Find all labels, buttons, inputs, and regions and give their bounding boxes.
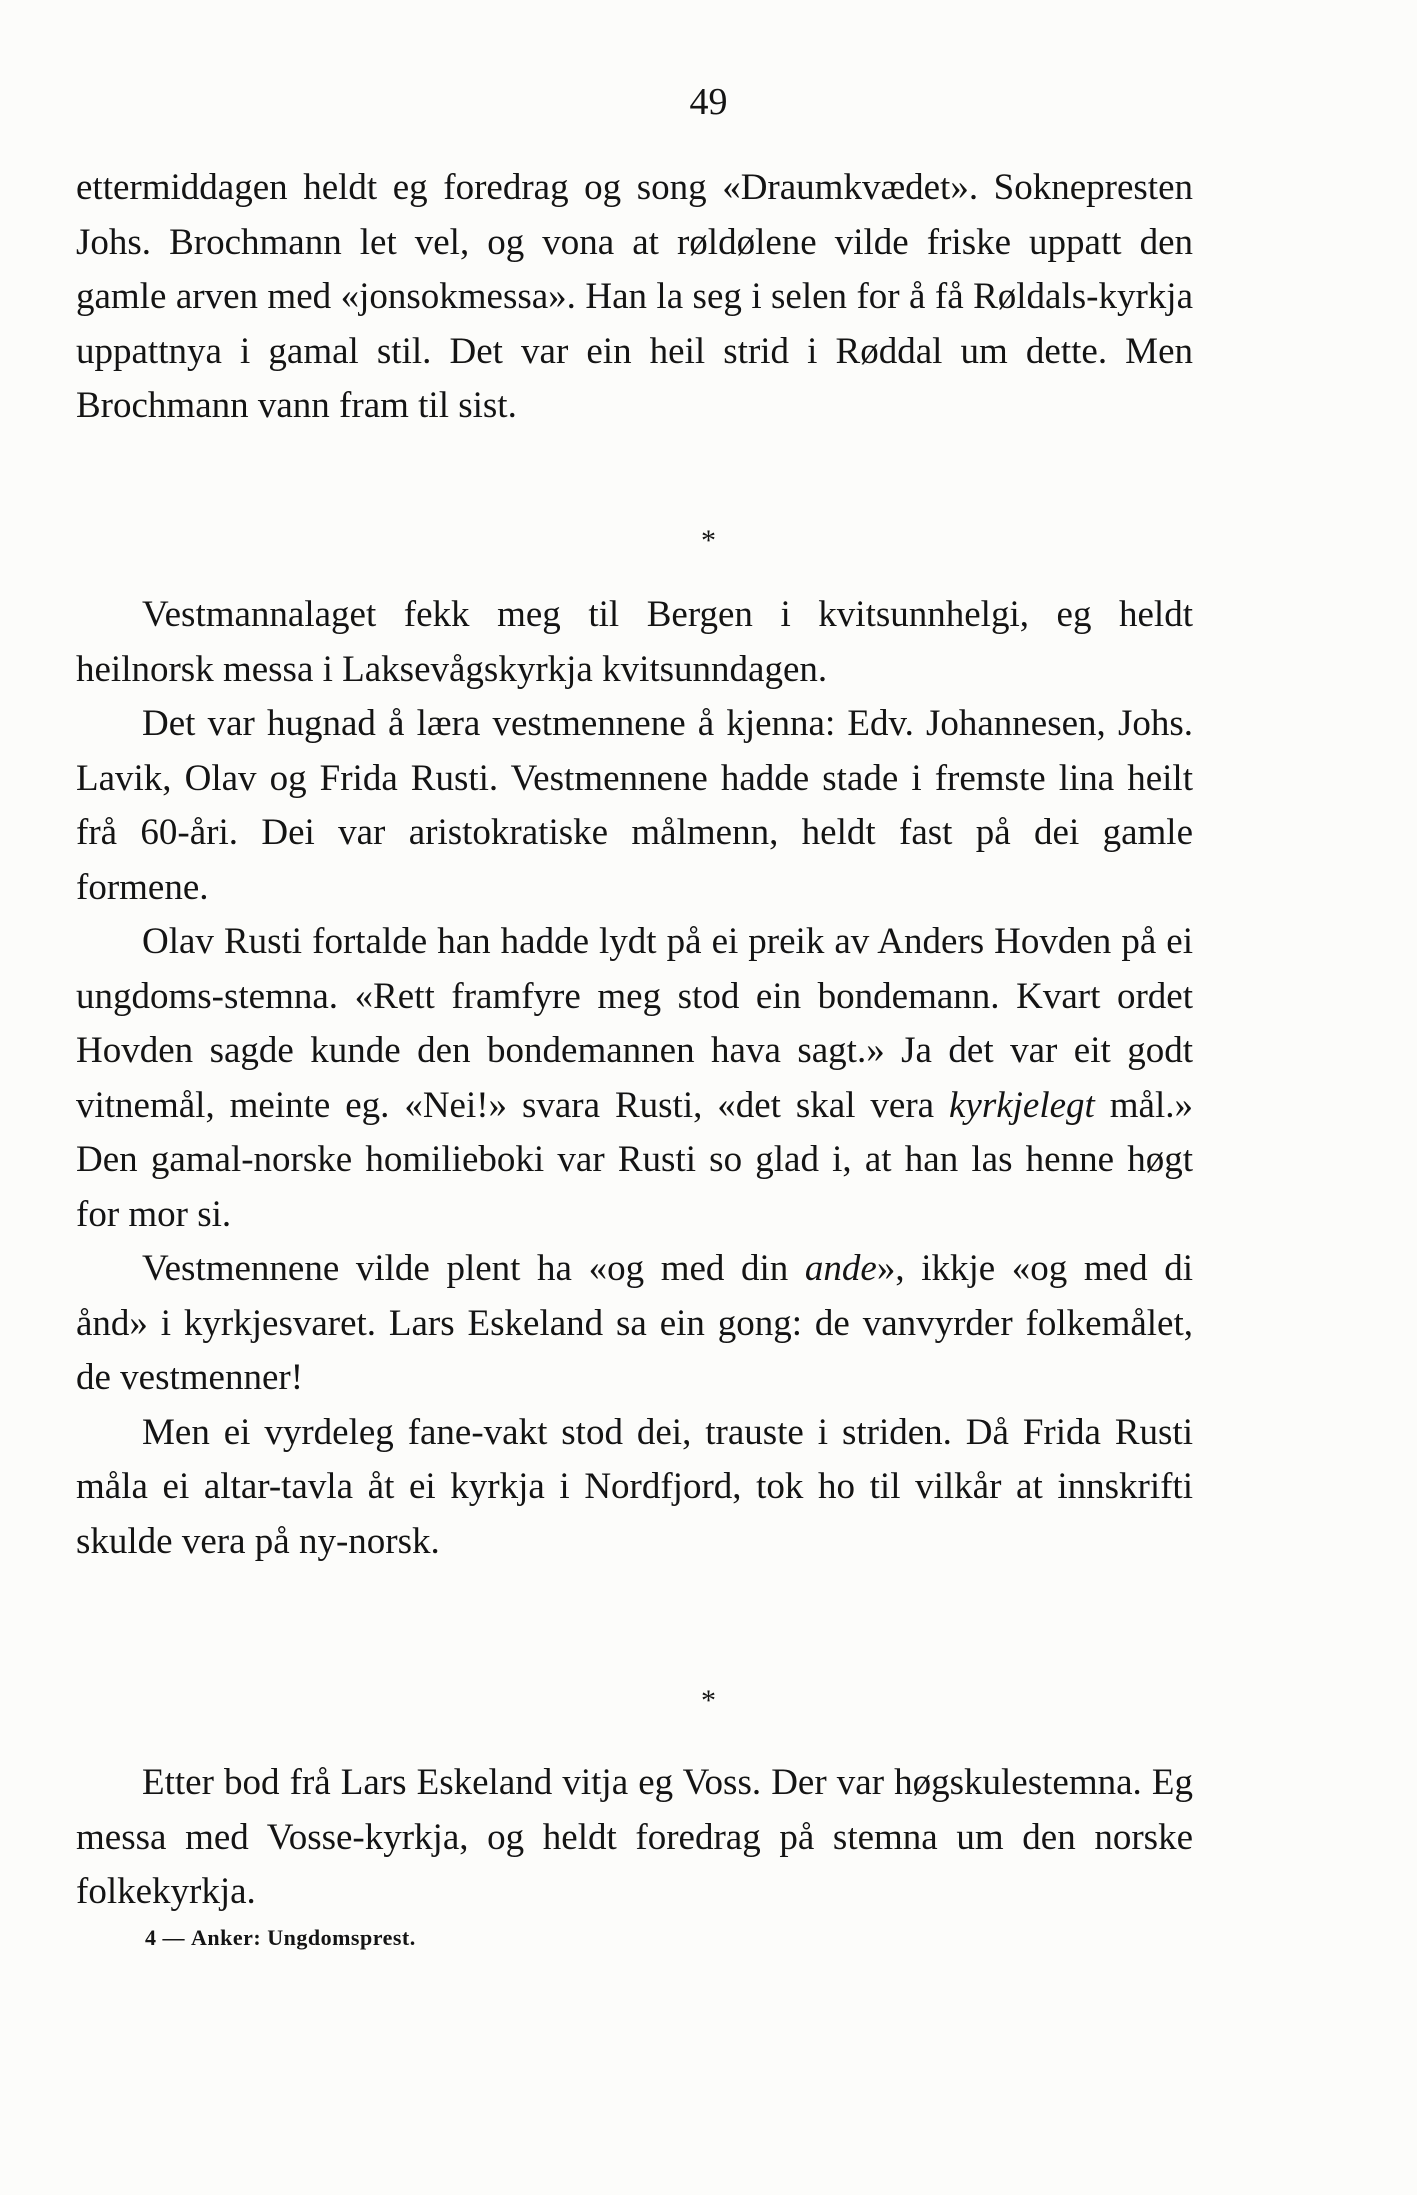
section-divider: * [701,524,716,557]
section-divider: * [701,1684,716,1717]
italic-word: ande [804,1248,877,1289]
paragraph [76,915,1193,1242]
footer-author: Anker: [191,1925,262,1950]
section-3 [76,1756,1193,1920]
section-2 [76,588,1193,1569]
paragraph: Det var hugnad å læra vestmennene å kjenna: Edv. Johannesen, Johs. Lavik, Olav og Frida Rusti. Vestmennene hadde stade i fremste lina heilt frå 60-åri. Dei var aristokratiske målmenn, heldt fast på dei gamle formene. [76,703,1193,908]
signature-footer [145,1925,416,1951]
text-run: mål.» Den gamal-norske homilieboki var Rusti so glad i, at han las henne høgt for mor si. [76,1084,1193,1235]
signature-number: 4 [145,1925,157,1950]
text-run: Olav Rusti fortalde han hadde lydt på ei preik av Anders Hovden på ei ungdoms-stemna. «Rett framfyre meg stod ein bondemann. Kvart ordet Hovden sagde kunde den bondemannen hava sagt.» Ja det var eit godt vitnemål, meinte eg. «Nei!» svara Rusti, «det skal vera [76,921,1193,1126]
italic-word: kyrkjelegt [948,1084,1095,1126]
footer-dash: — [162,1925,185,1950]
page-number: 49 [689,81,728,123]
section-1 [76,161,1193,434]
paragraph: ettermiddagen heldt eg foredrag og song «Draumkvædet». Soknepresten Johs. Brochmann let vel, og vona at røldølene vilde friske uppatt den gamle arven med «jonsokmessa». Han la seg i selen for å få Røldals-kyrkja uppattnya i gamal stil. Det var ein heil strid i Røddal um dette. Men Brochmann vann fram til sist. [76,167,1193,426]
footer-title: Ungdomsprest. [267,1925,416,1950]
paragraph [76,1242,1193,1406]
text-run: Vestmennene vilde plent ha «og med din [142,1248,805,1289]
paragraph: Men ei vyrdeleg fane-vakt stod dei, trauste i striden. Då Frida Rusti måla ei altar-tavla åt ei kyrkja i Nordfjord, tok ho til vilkår at innskrifti skulde vera på ny-norsk. [76,1411,1193,1562]
paragraph: Vestmannalaget fekk meg til Bergen i kvitsunnhelgi, eg heldt heilnorsk messa i Laksevågskyrkja kvitsunndagen. [76,594,1193,690]
paragraph: Etter bod frå Lars Eskeland vitja eg Voss. Der var høgskulestemna. Eg messa med Vosse-kyrkja, og heldt foredrag på stemna um den norske folkekyrkja. [76,1762,1193,1912]
text-run: », ikkje «og med di ånd» i kyrkjesvaret. Lars Eskeland sa ein gong: de vanvyrder folkemålet, de vestmenner! [76,1248,1193,1398]
